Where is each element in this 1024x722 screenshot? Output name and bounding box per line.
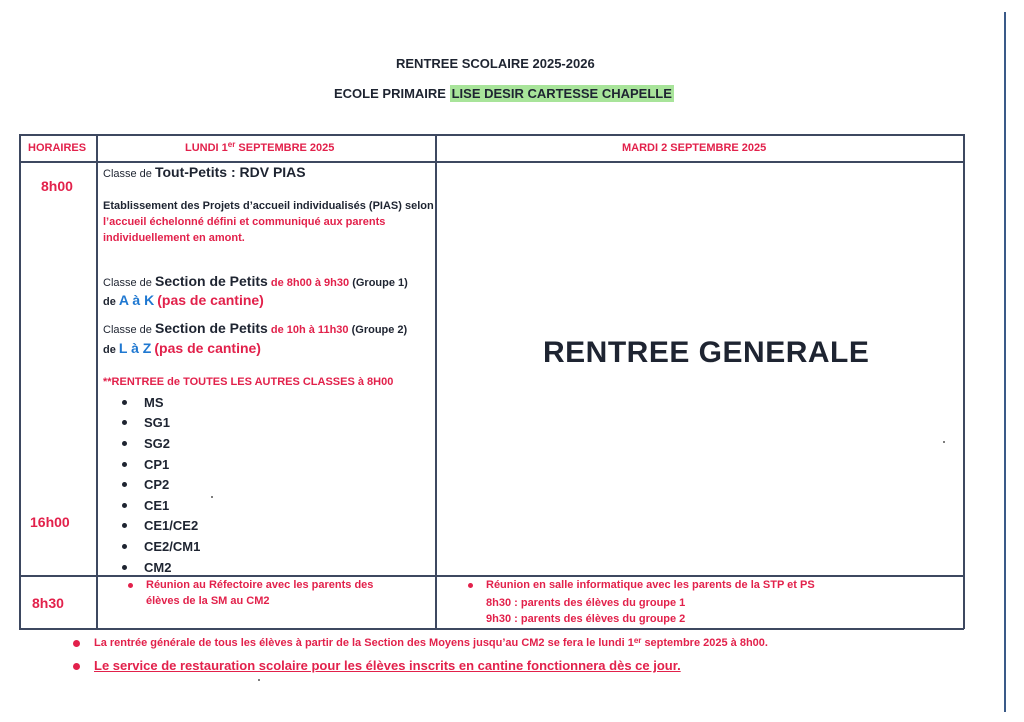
school-prefix: ECOLE PRIMAIRE <box>334 86 446 101</box>
table-border-right <box>963 134 965 629</box>
meeting-mardi-line-2: 8h30 : parents des élèves du groupe 1 <box>486 597 686 609</box>
sp2-title: Section de Petits <box>154 320 268 336</box>
sp1-cantine: (pas de cantine) <box>157 292 264 308</box>
table-border-left <box>19 134 21 629</box>
meeting-lundi-line-1: Réunion au Réfectoire avec les parents des <box>146 579 374 591</box>
bullet-icon <box>73 640 80 647</box>
bullet-icon <box>122 482 127 487</box>
class-list <box>122 392 200 577</box>
bullet-icon <box>73 663 80 670</box>
time-meeting: 8h30 <box>32 595 64 611</box>
meeting-mardi-line-3: 9h30 : parents des élèves du groupe 2 <box>486 613 686 625</box>
footer-note-1-sup: er <box>633 636 642 645</box>
section-petits-2-range <box>103 340 261 358</box>
pias-line-1: Etablissement des Projets d’accueil individualisés (PIAS) selon <box>103 200 434 212</box>
bullet-icon <box>122 544 127 549</box>
scan-speck <box>943 441 945 443</box>
class-label: CP2 <box>144 477 170 493</box>
table-header-divider <box>19 161 964 163</box>
sp2-prefix: Classe de <box>103 324 152 336</box>
class-label: CE1/CE2 <box>144 518 199 534</box>
tout-petits-line <box>103 164 306 182</box>
header-lundi-day: LUNDI 1 <box>185 142 228 154</box>
table-border-bottom <box>19 628 964 630</box>
list-item <box>122 392 200 413</box>
pias-line-2: l’accueil échelonné défini et communiqué aux parents <box>103 216 386 228</box>
sp1-title: Section de Petits <box>154 273 268 289</box>
list-item <box>122 516 200 537</box>
bullet-icon <box>128 583 133 588</box>
tp-prefix: Classe de <box>103 168 152 180</box>
school-title <box>334 86 674 101</box>
header-horaires: HORAIRES <box>28 142 87 154</box>
list-item <box>122 557 200 578</box>
footer-note-2: Le service de restauration scolaire pour les élèves inscrits en cantine fonctionnera dès ce jour. <box>94 658 681 673</box>
list-item <box>122 474 200 495</box>
bullet-icon <box>122 420 127 425</box>
list-item <box>122 433 200 454</box>
page-title: RENTREE SCOLAIRE 2025-2026 <box>396 56 595 71</box>
header-lundi-sup: er <box>227 140 236 149</box>
class-label: CE1 <box>144 497 170 513</box>
class-label: MS <box>144 394 164 410</box>
bullet-icon <box>122 462 127 467</box>
scan-speck <box>211 496 213 498</box>
meeting-lundi-line-2: élèves de la SM au CM2 <box>146 595 270 607</box>
table-col-divider-1 <box>96 134 98 629</box>
sp1-time: de 8h00 à 9h30 <box>270 277 350 289</box>
time-start: 8h00 <box>41 178 73 194</box>
school-name-highlighted: LISE DESIR CARTESSE CHAPELLE <box>451 86 672 101</box>
table-border-top <box>19 134 964 136</box>
bullet-icon <box>122 441 127 446</box>
sp2-range: L à Z <box>118 340 152 356</box>
list-item <box>122 413 200 434</box>
section-petits-1-line <box>103 273 408 291</box>
sp2-cantine: (pas de cantine) <box>154 340 261 356</box>
scan-edge-line <box>1004 12 1006 712</box>
footer-note-1-end: septembre 2025 à 8h00. <box>644 637 768 649</box>
tp-title: Tout-Petits : RDV PIAS <box>154 164 306 180</box>
header-lundi-month: SEPTEMBRE 2025 <box>238 142 335 154</box>
sp2-de: de <box>103 344 116 356</box>
footer-note-1-text: La rentrée générale de tous les élèves à partir de la Section des Moyens jusqu’au CM2 se fera le lundi 1 <box>94 637 634 649</box>
section-petits-1-range <box>103 292 264 310</box>
rentree-autres-classes: **RENTREE de TOUTES LES AUTRES CLASSES à 8H00 <box>103 376 394 388</box>
header-lundi <box>185 142 334 154</box>
footer-note-1 <box>94 635 768 651</box>
bullet-icon <box>468 583 473 588</box>
class-label: CE2/CM1 <box>144 538 201 554</box>
class-label: SG2 <box>144 435 171 451</box>
bullet-icon <box>122 503 127 508</box>
class-label: CP1 <box>144 456 170 472</box>
table-col-divider-2 <box>435 134 437 629</box>
rentree-generale-heading: RENTREE GENERALE <box>543 336 870 369</box>
header-mardi: MARDI 2 SEPTEMBRE 2025 <box>622 142 767 154</box>
list-item <box>122 536 200 557</box>
list-item <box>122 495 200 516</box>
bullet-icon <box>122 565 127 570</box>
sp2-group: (Groupe 2) <box>351 324 408 336</box>
meeting-mardi-line-1: Réunion en salle informatique avec les parents de la STP et PS <box>486 579 815 591</box>
pias-line-3: individuellement en amont. <box>103 232 245 244</box>
sp1-de: de <box>103 296 116 308</box>
scan-speck <box>258 679 260 681</box>
bullet-icon <box>122 400 127 405</box>
sp1-range: A à K <box>118 292 155 308</box>
time-end: 16h00 <box>30 514 70 530</box>
bullet-icon <box>122 523 127 528</box>
class-label: CM2 <box>144 559 172 575</box>
list-item <box>122 454 200 475</box>
section-petits-2-line <box>103 320 407 338</box>
sp2-time: de 10h à 11h30 <box>270 324 349 336</box>
sp1-prefix: Classe de <box>103 277 152 289</box>
class-label: SG1 <box>144 415 171 431</box>
sp1-group: (Groupe 1) <box>352 277 408 289</box>
